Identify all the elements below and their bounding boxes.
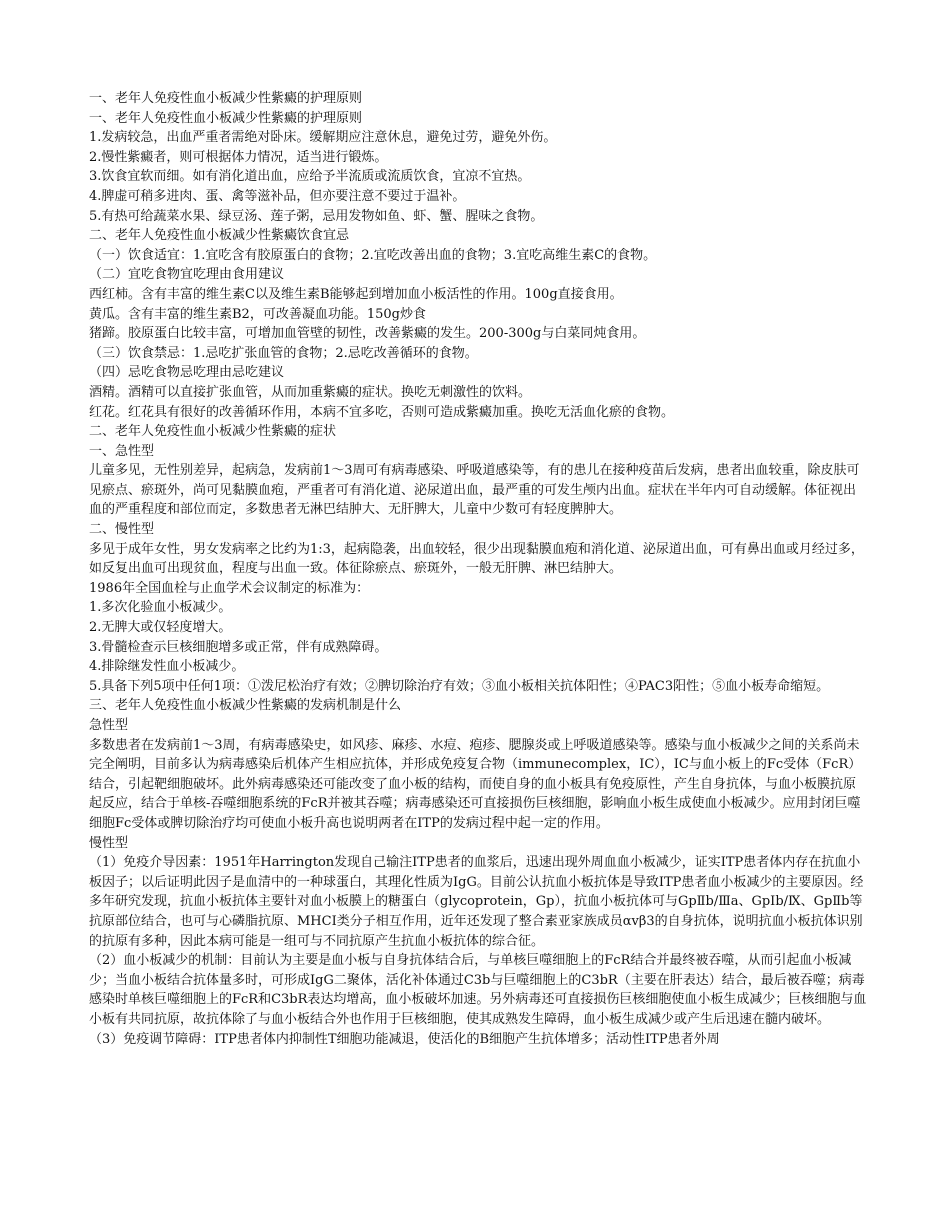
text-paragraph: 1.多次化验血小板减少。 — [89, 600, 232, 616]
text-paragraph: 黄瓜。含有丰富的维生素B2，可改善凝血功能。150g炒食 — [89, 306, 426, 322]
text-paragraph: 一、老年人免疫性血小板减少性紫癜的护理原则 — [89, 110, 363, 126]
text-paragraph: 1986年全国血栓与止血学术会议制定的标准为： — [89, 580, 370, 596]
text-paragraph: 一、急性型 — [89, 443, 155, 459]
text-paragraph: 儿童多见，无性别差异，起病急，发病前1～3周可有病毒感染、呼吸道感染等，有的患儿在接种疫苗后发病，患者出血较重，除皮肤可见瘀点、瘀斑外，尚可见黏膜血疱，严重者可有消化道、泌尿道出血，最严重的可发生颅内出血。症状在半年内可自动缓解。体征视出血的严重程度和部位而定，多数患者无淋巴结肿大、无肝脾大，儿童中少数可有轻度脾肿大。 — [89, 463, 860, 518]
text-paragraph: 慢性型 — [89, 835, 129, 851]
text-paragraph: 3.骨髓检查示巨核细胞增多或正常，伴有成熟障碍。 — [89, 639, 388, 655]
text-paragraph: 三、老年人免疫性血小板减少性紫癜的发病机制是什么 — [89, 698, 402, 714]
text-paragraph: （二）宜吃食物宜吃理由食用建议 — [89, 267, 285, 283]
text-paragraph: 多数患者在发病前1～3周，有病毒感染史，如风疹、麻疹、水痘、疱疹、腮腺炎或上呼吸道感染等。感染与血小板减少之间的关系尚未完全阐明，目前多认为病毒感染后机体产生相应抗体，并形成免疫复合物（immunecomplex，IC），IC与血小板上的Fc受体（FcR）结合，引起靶细胞破坏。此外病毒感染还可能改变了血小板的结构，而使自身的血小板具有免疫原性，产生自身抗体，与血小板膜抗原起反应，结合于单核-吞噬细胞系统的FcR并被其吞噬；病毒感染还可直接损伤巨核细胞，影响血小板生成使血小板减少。应用封闭巨噬细胞Fc受体或脾切除治疗均可使血小板升高也说明两者在ITP的发病过程中起一定的作用。 — [89, 737, 862, 831]
text-paragraph: 酒精。酒精可以直接扩张血管，从而加重紫癜的症状。换吃无刺激性的饮料。 — [89, 384, 532, 400]
text-paragraph: （四）忌吃食物忌吃理由忌吃建议 — [89, 365, 285, 381]
document-page — [89, 89, 867, 1049]
text-paragraph: 二、慢性型 — [89, 522, 155, 538]
text-paragraph: （2）血小板减少的机制：目前认为主要是血小板与自身抗体结合后，与单核巨噬细胞上的FcR结合并最终被吞噬，从而引起血小板减少；当血小板结合抗体量多时，可形成IgG二聚体，活化补体通过C3b与巨噬细胞上的C3bR（主要在肝表达）结合，最后被吞噬；病毒感染时单核巨噬细胞上的FcR和C3bR表达均增高，血小板破坏加速。另外病毒还可直接损伤巨核细胞使血小板生成减少；巨核细胞与血小板有共同抗原，故抗体除了与血小板结合外也作用于巨核细胞，使其成熟发生障碍，血小板生成减少或产生后迅速在髓内破坏。 — [89, 953, 867, 1027]
text-paragraph: （3）免疫调节障碍：ITP患者体内抑制性T细胞功能减退，使活化的B细胞产生抗体增多；活动性ITP患者外周 — [89, 1031, 720, 1047]
text-paragraph: 4.排除继发性血小板减少。 — [89, 659, 245, 675]
text-paragraph: 2.慢性紫癜者，则可根据体力情况，适当进行锻炼。 — [89, 149, 388, 165]
text-paragraph: 急性型 — [89, 718, 129, 733]
text-paragraph: 4.脾虚可稍多进肉、蛋、禽等滋补品，但亦要注意不要过于温补。 — [89, 188, 466, 204]
text-paragraph: 多见于成年女性，男女发病率之比约为1:3，起病隐袭，出血较轻，很少出现黏膜血疱和消化道、泌尿道出血，可有鼻出血或月经过多，如反复出血可出现贫血，程度与出血一致。体征除瘀点、瘀斑外，一般无肝脾、淋巴结肿大。 — [89, 541, 864, 577]
text-paragraph: 二、老年人免疫性血小板减少性紫癜的症状 — [89, 424, 337, 440]
text-paragraph: 2.无脾大或仅轻度增大。 — [89, 620, 232, 636]
text-paragraph: 二、老年人免疫性血小板减少性紫癜饮食宜忌 — [89, 228, 350, 244]
text-paragraph: 一、老年人免疫性血小板减少性紫癜的护理原则 — [89, 91, 363, 106]
text-paragraph: 1.发病较急，出血严重者需绝对卧床。缓解期应注意休息，避免过劳，避免外伤。 — [89, 130, 557, 146]
text-paragraph: （一）饮食适宜：1.宜吃含有胶原蛋白的食物；2.宜吃改善出血的食物；3.宜吃高维生素C的食物。 — [89, 247, 657, 263]
text-paragraph: 西红柿。含有丰富的维生素C以及维生素B能够起到增加血小板活性的作用。100g直接食用。 — [89, 286, 623, 302]
text-paragraph: 红花。红花具有很好的改善循环作用，本病不宜多吃，否则可造成紫癜加重。换吃无活血化瘀的食物。 — [89, 404, 675, 420]
text-paragraph: （1）免疫介导因素：1951年Harrington发现自己输注ITP患者的血浆后，迅速出现外周血血小板减少，证实ITP患者体内存在抗血小板因子；以后证明此因子是血清中的一种球蛋白，其理化性质为IgG。目前公认抗血小板抗体是导致ITP患者血小板减少的主要原因。经多年研究发现，抗血小板抗体主要针对血小板膜上的糖蛋白（glycoprotein，Gp），抗血小板抗体可与GpⅡb/Ⅲa、GpⅠb/Ⅸ、GpⅡb等抗原部位结合，也可与心磷脂抗原、MHCⅠ类分子相互作用，近年还发现了整合素亚家族成员αvβ3的自身抗体，说明抗血小板抗体识别的抗原有多种，因此本病可能是一组可与不同抗原产生抗血小板抗体的综合征。 — [89, 855, 864, 949]
text-paragraph: （三）饮食禁忌：1.忌吃扩张血管的食物；2.忌吃改善循环的食物。 — [89, 345, 478, 361]
text-paragraph: 5.有热可给蔬菜水果、绿豆汤、莲子粥，忌用发物如鱼、虾、蟹、腥味之食物。 — [89, 208, 544, 224]
text-paragraph: 猪蹄。胶原蛋白比较丰富，可增加血管壁的韧性，改善紫癜的发生。200-300g与白菜同炖食用。 — [89, 326, 646, 342]
text-paragraph: 5.具备下列5项中任何1项：①泼尼松治疗有效；②脾切除治疗有效；③血小板相关抗体阳性；④PAC3阳性；⑤血小板寿命缩短。 — [89, 678, 830, 694]
text-paragraph: 3.饮食宜软而细。如有消化道出血，应给予半流质或流质饮食，宜凉不宜热。 — [89, 169, 531, 185]
